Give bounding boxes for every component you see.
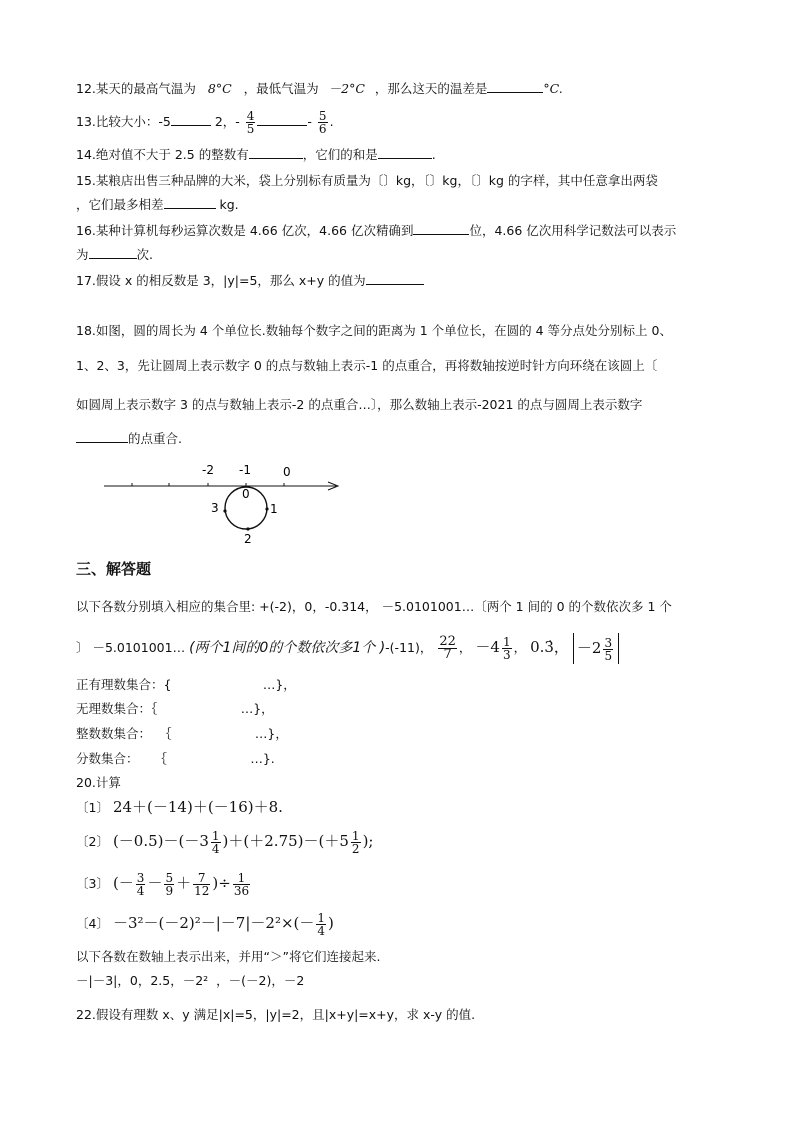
answer-blank[interactable] (487, 80, 543, 93)
question-15-line1: 15.某粮店出售三种品牌的大米，袋上分别标有质量为〔〕kg，〔〕kg，〔〕kg 的字样，其中任意拿出两袋 (76, 173, 658, 188)
fraction: $\frac{5}{6}$ (318, 109, 327, 136)
question-22: 22.假设有理数 x、y 满足|x|=5，|y|=2，且|x+y|=x+y，求 x-y 的值. (76, 1007, 476, 1022)
high-temp: 8°C (207, 81, 232, 96)
calc-2: 〔2〕 (－0.5)－(－3 $\frac{1}{4}$ )＋(＋2.75)－(＋5 $\frac{1}{2}$ ); (76, 829, 374, 856)
question-20-title: 20.计算 (76, 775, 121, 790)
answer-blank[interactable] (413, 222, 469, 235)
answer-blank[interactable] (257, 113, 307, 126)
axis-label-minus1: -1 (239, 463, 251, 477)
answer-blank[interactable] (89, 246, 137, 259)
absolute-value: －2 $\frac{3}{5}$ (573, 633, 619, 664)
fraction: $\frac{4}{5}$ (246, 109, 255, 136)
question-19-line1: 以下各数分别填入相应的集合里: +(-2)，0，-0.314， －5.0101001…〔两个 1 间的 0 的个数依次多 1 个 (76, 599, 672, 614)
circle-label-1: 1 (270, 502, 278, 516)
question-17: 17.假设 x 的相反数是 3，|y|=5，那么 x+y 的值为 (76, 272, 424, 290)
fraction-22-7: $\frac{22}{7}$ (439, 634, 456, 662)
low-temp: －2°C (328, 81, 365, 96)
circle-label-2: 2 (244, 532, 252, 546)
answer-blank[interactable] (76, 430, 128, 443)
question-18-line4: 的点重合. (76, 430, 182, 448)
answer-blank[interactable] (366, 272, 424, 285)
question-18-line1: 18.如图，圆的周长为 4 个单位长.数轴每个数字之间的距离为 1 个单位长，在圆的 4 等分点处分别标上 0、 (76, 323, 672, 338)
circle-label-0: 0 (242, 487, 250, 501)
answer-blank[interactable] (249, 146, 303, 159)
question-21-line1: 以下各数在数轴上表示出来，并用“＞”将它们连接起来. (76, 949, 381, 964)
question-16-line1: 16.某种计算机每秒运算次数是 4.66 亿次，4.66 亿次精确到 位，4.66 亿次用科学记数法可以表示 (76, 223, 677, 238)
question-12: 12.某天的最高气温为 8°C ，最低气温为 －2°C ，那么这天的温差是 °C. (76, 81, 563, 96)
circle-point-3 (223, 509, 226, 512)
calc-3: 〔3〕 (－ $\frac{3}{4}$ － $\frac{5}{9}$ ＋ $\frac{7}{12}$ )÷ $\frac{1}{36}$ (76, 871, 250, 898)
set-fraction: 分数集合： ｛ …}. (76, 751, 275, 766)
axis-label-minus2: -2 (202, 463, 214, 477)
calc-1: 〔1〕 24＋(－14)＋(－16)＋8. (76, 798, 283, 816)
section-title: 三、解答题 (76, 560, 152, 578)
question-14: 14.绝对值不大于 2.5 的整数有 ，它们的和是 . (76, 147, 436, 162)
question-21-line2: －|－3|，0，2.5，－2² ，－(－2)，－2 (76, 973, 305, 988)
question-19-line2: 〕 －5.0101001… (两个1间的0的个数依次多1个 )-(-11)， $\frac{22}{7}$ ， －4 $\frac{1}{3}$ ， 0.3̇， －2 $\frac{3}{5}$ (76, 632, 619, 664)
circle-point-2 (246, 527, 249, 530)
question-18-line2: 1、2、3，先让圆周上表示数字 0 的点与数轴上表示-1 的点重合，再将数轴按逆时针方向环绕在该圆上〔 (76, 358, 658, 373)
question-13: 13.比较大小：-5 2，- $\frac{4}{5}$ - $\frac{5}{6}$ . (76, 109, 334, 136)
number-line-figure (96, 458, 356, 550)
mixed-fraction: $\frac{1}{3}$ (502, 635, 511, 662)
answer-blank[interactable] (378, 146, 432, 159)
set-irrational: 无理数集合：｛ …}， (76, 701, 274, 716)
circle-label-3: 3 (211, 501, 219, 515)
question-15-line2: ，它们最多相差 kg. (76, 197, 239, 212)
set-integer: 整数数集合： ｛ …}， (76, 726, 288, 741)
question-16-line2: 为 次. (76, 247, 153, 262)
set-positive-rational: 正有理数集合：{ …}， (76, 677, 296, 692)
calc-4: 〔4〕 －3²－(－2)²－|－7|－2²×(－ $\frac{1}{4}$ ) (76, 911, 334, 938)
circle-point-1 (265, 507, 268, 510)
answer-blank[interactable] (164, 196, 216, 209)
question-18-line3: 如圆周上表示数字 3 的点与数轴上表示-2 的点重合…〕，那么数轴上表示-2021 的点与圆周上表示数字 (76, 397, 643, 412)
answer-blank[interactable] (171, 113, 211, 126)
axis-label-0: 0 (283, 465, 291, 479)
